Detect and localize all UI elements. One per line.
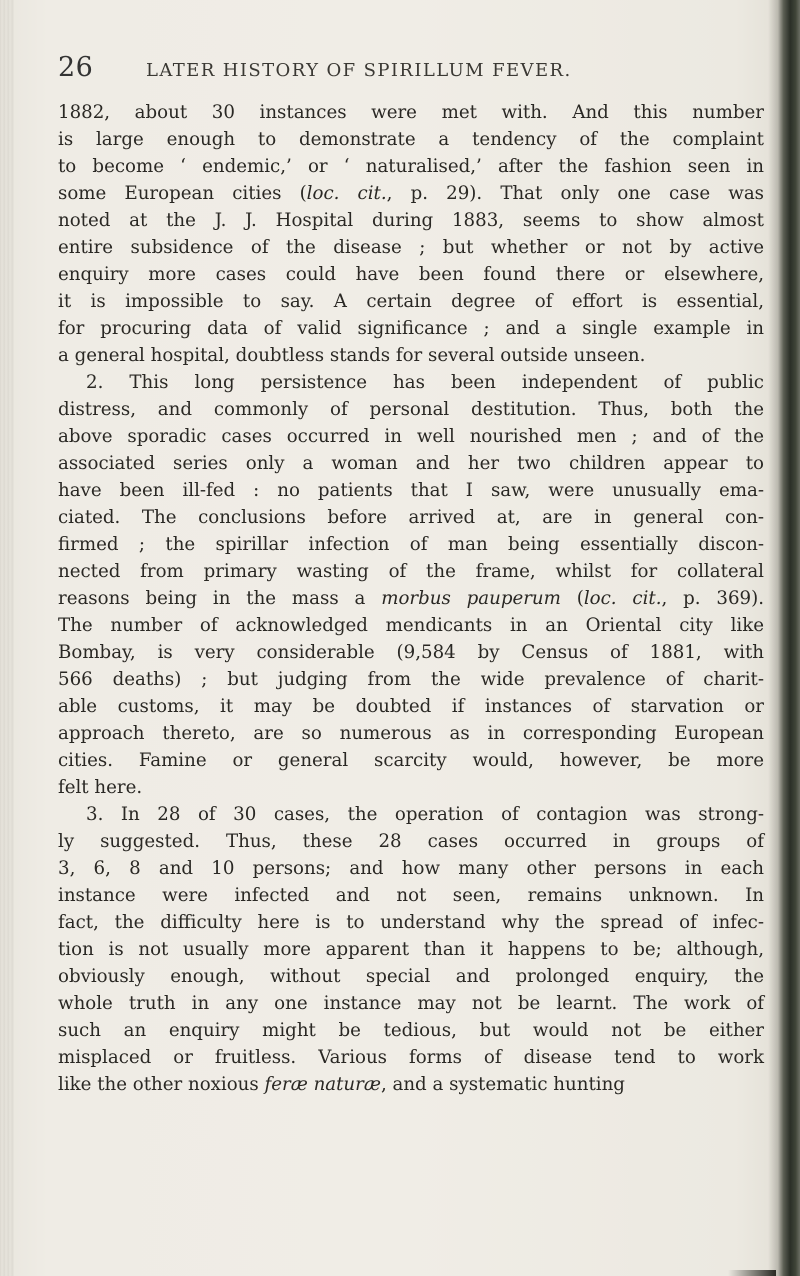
text-segment: to become ‘ endemic,’ or ‘ naturalised,’ after the fashion seen in [58,156,764,177]
italic-text: feræ naturæ [264,1074,381,1095]
text-segment: associated series only a woman and her two children appear to [58,453,764,474]
text-segment: misplaced or fruitless. Various forms of disease tend to work [58,1047,764,1068]
text-segment: nected from primary wasting of the frame, whilst for collateral [58,561,764,582]
text-segment: reasons being in the mass a [58,588,382,609]
text-line [58,855,764,882]
text-segment: tion is not usually more apparent than it happens to be; although, [58,939,764,960]
text-segment: for procuring data of valid significance ; and a single example in [58,318,764,339]
text-line [58,963,764,990]
text-line [58,693,764,720]
text-line [58,1017,764,1044]
text-segment: ( [560,588,584,609]
text-segment: cities. Famine or general scarcity would, however, be more [58,750,764,771]
text-line [58,801,764,828]
text-line [58,747,764,774]
text-segment: some European cities ( [58,183,307,204]
text-segment: 3, 6, 8 and 10 persons; and how many other persons in each [58,858,764,879]
text-segment: distress, and commonly of personal destitution. Thus, both the [58,399,764,420]
text-segment: , p. 29). That only one case was [386,183,764,204]
text-line [58,774,764,801]
text-segment: 1882, about 30 instances were met with. And this number [58,102,764,123]
text-segment: enquiry more cases could have been found there or elsewhere, [58,264,764,285]
text-line [58,990,764,1017]
text-segment: fact, the difficulty here is to understand why the spread of infec- [58,912,764,933]
text-line [58,126,764,153]
text-segment: ly suggested. Thus, these 28 cases occurred in groups of [58,831,764,852]
text-line [58,180,764,207]
text-segment: noted at the J. J. Hospital during 1883, seems to show almost [58,210,764,231]
text-line [58,288,764,315]
text-segment: above sporadic cases occurred in well nourished men ; and of the [58,426,764,447]
text-line [58,1071,764,1098]
text-line [58,531,764,558]
text-segment: obviously enough, without special and prolonged enquiry, the [58,966,764,987]
text-line [58,558,764,585]
text-segment: like the other noxious [58,1074,265,1095]
text-segment: able customs, it may be doubted if instances of starvation or [58,696,764,717]
text-line [58,882,764,909]
text-line [58,612,764,639]
text-segment: approach thereto, are so numerous as in corresponding European [58,723,764,744]
text-segment: whole truth in any one instance may not be learnt. The work of [58,993,764,1014]
text-line [58,153,764,180]
text-segment: , and a systematic hunting [380,1074,625,1095]
binding-shadow [768,0,778,1276]
text-line [58,1044,764,1071]
italic-text: loc. cit. [306,183,387,204]
page-left-edge [0,0,14,1276]
text-segment: ciated. The conclusions before arrived at, are in general con- [58,507,764,528]
book-binding [778,0,800,1276]
text-line [58,504,764,531]
text-line [58,720,764,747]
text-segment: is large enough to demonstrate a tendency of the complaint [58,129,764,150]
text-line [58,585,764,612]
text-line [58,666,764,693]
text-line [58,234,764,261]
text-line [58,342,764,369]
text-segment: , p. 369). [661,588,764,609]
text-segment: instance were infected and not seen, remains unknown. In [58,885,764,906]
page-number: 26 [58,52,94,83]
text-segment: The number of acknowledged mendicants in an Oriental city like [58,615,764,636]
text-line [58,261,764,288]
text-segment: entire subsidence of the disease ; but whether or not by active [58,237,764,258]
text-line [58,315,764,342]
italic-text: morbus pauperum [381,588,561,609]
italic-text: loc. cit. [583,588,662,609]
text-line [58,396,764,423]
page-corner-mark [728,1270,776,1276]
text-segment: 2. This long persistence has been independent of public [86,372,764,393]
text-line [58,207,764,234]
text-line [58,936,764,963]
text-line [58,423,764,450]
text-segment: 566 deaths) ; but judging from the wide prevalence of charit- [58,669,764,690]
text-segment: Bombay, is very considerable (9,584 by Census of 1881, with [58,642,764,663]
text-segment: 3. In 28 of 30 cases, the operation of contagion was strong- [86,804,764,825]
text-line [58,450,764,477]
text-line [58,99,764,126]
page-header [58,52,758,92]
text-line [58,369,764,396]
running-head: LATER HISTORY OF SPIRILLUM FEVER. [146,60,572,81]
text-segment: a general hospital, doubtless stands for several outside unseen. [58,345,646,366]
text-segment: such an enquiry might be tedious, but would not be either [58,1020,764,1041]
text-line [58,909,764,936]
text-segment: it is impossible to say. A certain degree of effort is essential, [58,291,764,312]
text-segment: firmed ; the spirillar infection of man being essentially discon- [58,534,764,555]
text-segment: felt here. [58,777,143,798]
text-line [58,477,764,504]
text-line [58,639,764,666]
text-segment: have been ill-fed : no patients that I saw, were unusually ema- [58,480,764,501]
body-text [58,99,764,1098]
text-line [58,828,764,855]
